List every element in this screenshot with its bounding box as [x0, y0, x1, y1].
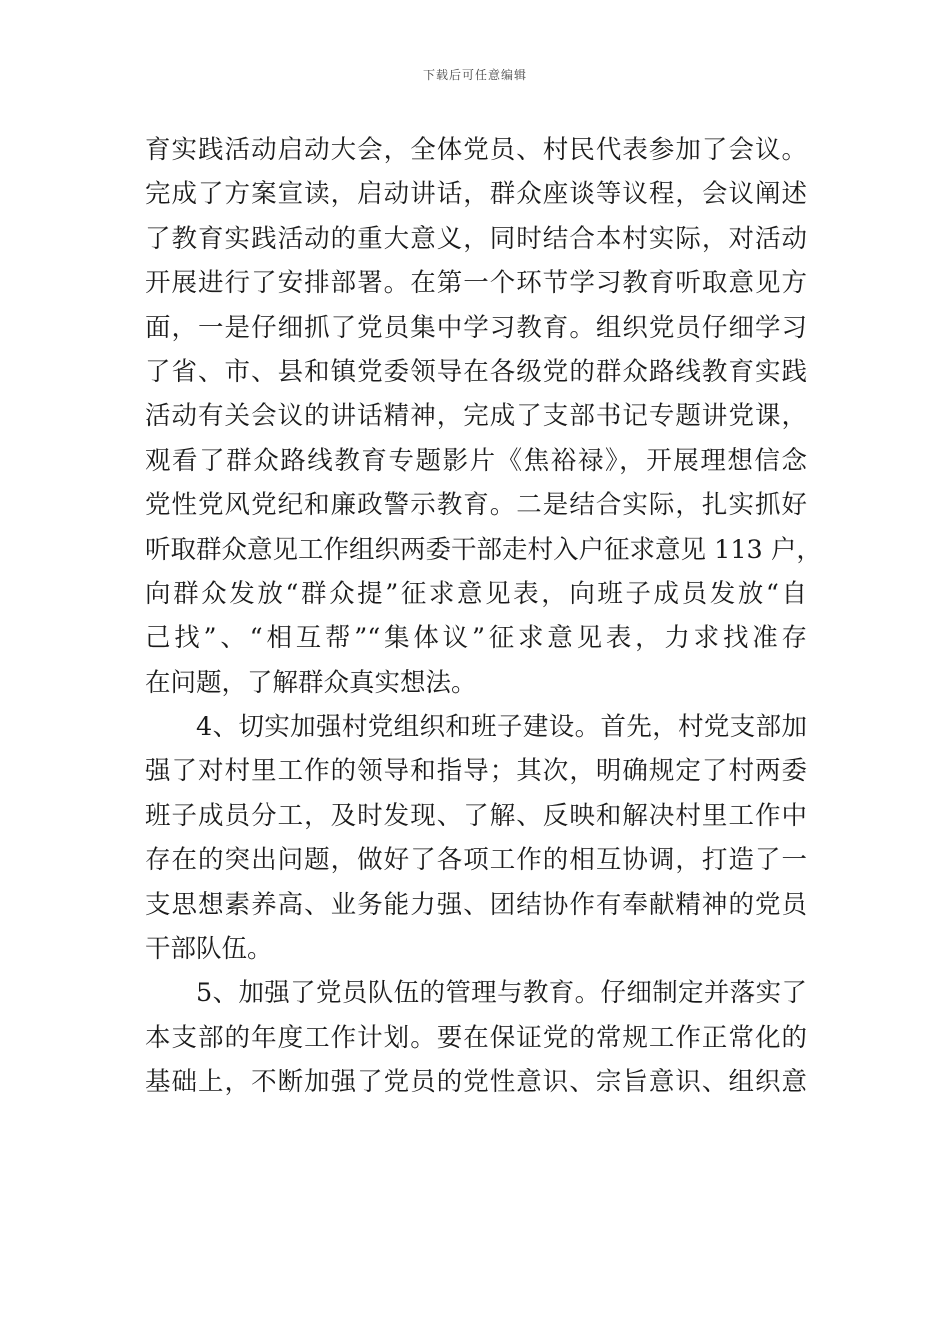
text-line: 育实践活动启动大会，全体党员、村民代表参加了会议。: [145, 135, 807, 165]
text-line: 在问题，了解群众真实想法。: [145, 667, 477, 698]
paragraph-2: [145, 705, 807, 971]
text-line: 基础上，不断加强了党员的党性意识、宗旨意识、组织意: [145, 1067, 807, 1098]
text-line: 活动有关会议的讲话精神，完成了支部书记专题讲党课，: [145, 401, 807, 432]
text-line: 了教育实践活动的重大意义，同时结合本村实际，对活动: [145, 223, 807, 254]
text-line: 己找”、“相互帮”“集体议”征求意见表，力求找准存: [145, 623, 807, 654]
paragraph-3: [145, 971, 807, 1104]
page-header: 下载后可任意编辑: [422, 68, 527, 82]
text-line: 4、切实加强村党组织和班子建设。首先，村党支部加: [196, 712, 807, 743]
text-line: 支思想素养高、业务能力强、团结协作有奉献精神的党员: [145, 889, 807, 920]
text-line: 强了对村里工作的领导和指导；其次，明确规定了村两委: [145, 756, 807, 787]
text-line: 听取群众意见工作组织两委干部走村入户征求意见 113 户，: [145, 534, 822, 565]
text-line: 观看了群众路线教育专题影片《焦裕禄》，开展理想信念: [145, 445, 807, 476]
text-line: 存在的突出问题，做好了各项工作的相互协调，打造了一: [145, 845, 807, 876]
document-body: [145, 128, 822, 1105]
text-line: 党性党风党纪和廉政警示教育。二是结合实际，扎实抓好: [145, 490, 807, 521]
text-line: 向群众发放“群众提”征求意见表，向班子成员发放“自: [145, 578, 807, 609]
text-line: 了省、市、县和镇党委领导在各级党的群众路线教育实践: [145, 356, 807, 387]
text-line: 开展进行了安排部署。在第一个环节学习教育听取意见方: [145, 268, 807, 299]
text-line: 本支部的年度工作计划。要在保证党的常规工作正常化的: [145, 1022, 807, 1053]
text-line: 5、加强了党员队伍的管理与教育。仔细制定并落实了: [196, 978, 807, 1009]
paragraph-1: [145, 128, 822, 705]
text-line: 面，一是仔细抓了党员集中学习教育。组织党员仔细学习: [145, 312, 807, 343]
text-line: 干部队伍。: [145, 934, 273, 965]
text-line: 完成了方案宣读，启动讲话，群众座谈等议程，会议阐述: [145, 179, 807, 210]
text-line: 班子成员分工，及时发现、了解、反映和解决村里工作中: [145, 800, 807, 831]
